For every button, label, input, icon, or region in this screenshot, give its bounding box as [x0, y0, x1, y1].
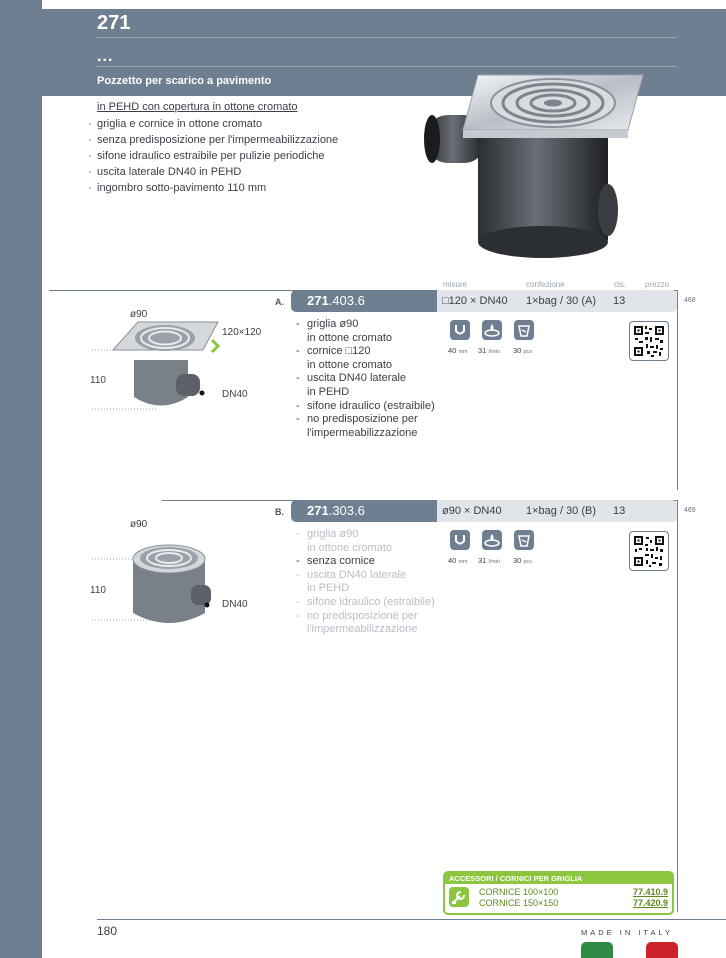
accessories-box — [443, 871, 674, 915]
row-a-code[interactable] — [291, 290, 437, 312]
row-b-cls: 13 — [613, 505, 626, 517]
code-prefix: 271 — [307, 503, 329, 518]
dim-diameter: ø90 — [130, 309, 148, 320]
spec-line: - no predisposizione per — [296, 610, 435, 624]
product-photo — [418, 70, 678, 265]
row-a-right-line — [677, 290, 678, 490]
row-b-ref: 469 — [684, 507, 696, 514]
spec-line: in ottone cromato — [307, 331, 392, 344]
spec-line: - sifone idraulico (estraibile) — [296, 596, 435, 610]
qr-code-a[interactable] — [629, 321, 669, 361]
spec-line: l'impermeabilizzazione — [307, 426, 418, 439]
accessory-name: CORNICE 100×100 — [479, 887, 559, 897]
depth-unit: mm — [458, 349, 468, 355]
flow-icon — [482, 530, 502, 550]
row-b-confezione: 1×bag / 30 (B) — [526, 505, 597, 517]
spec-line: in PEHD — [307, 582, 350, 595]
intro-text: in PEHD con copertura in ottone cromato — [97, 101, 298, 113]
flow-number: 31 — [478, 556, 487, 565]
column-confezione: confezione — [526, 280, 565, 289]
row-a-ref: 468 — [684, 297, 696, 304]
row-b-letter: B. — [275, 507, 284, 517]
pcs-unit: pcs — [523, 349, 532, 355]
italy-flag-red — [646, 942, 678, 958]
column-misure: misure — [443, 280, 468, 289]
package-icon — [514, 320, 534, 340]
depth-unit: mm — [458, 559, 468, 565]
feature-list — [88, 116, 338, 196]
feature-item: · sifone idraulico estraibile per pulizie periodiche — [88, 148, 338, 164]
flow-unit: l/min — [488, 559, 501, 565]
dim-outlet: DN40 — [222, 599, 248, 610]
pcs-value — [513, 556, 532, 565]
product-b-drawing — [88, 533, 218, 633]
feature-item: · uscita laterale DN40 in PEHD — [88, 164, 338, 180]
spec-line: - sifone idraulico (estraibile) — [296, 400, 435, 414]
row-a-letter: A. — [275, 297, 284, 307]
pcs-number: 30 — [513, 346, 522, 355]
spec-line: - senza cornice — [296, 555, 435, 569]
page-number: 180 — [97, 924, 118, 938]
header-dots: ... — [97, 48, 114, 65]
accessory-code[interactable]: 77.420.9 — [632, 898, 668, 908]
flow-value — [478, 556, 500, 565]
product-a-drawing — [88, 312, 228, 416]
made-in-italy: MADE IN ITALY — [581, 928, 674, 937]
dim-height: 110 — [90, 585, 106, 596]
left-sidebar-bar — [0, 0, 42, 958]
footer-divider — [97, 919, 726, 920]
spec-line: in ottone cromato — [307, 541, 392, 554]
spec-line: - no predisposizione per — [296, 413, 435, 427]
header-divider — [97, 37, 677, 38]
row-b-specs — [296, 528, 435, 637]
row-b-info-bar — [437, 500, 677, 522]
column-prezzo: prezzo — [645, 280, 670, 289]
row-a-info-bar — [437, 290, 677, 312]
accessories-title: ACCESSORI / CORNICI PER GRIGLIA — [445, 873, 672, 884]
siphon-icon — [450, 320, 470, 340]
pcs-unit: pcs — [523, 559, 532, 565]
wrench-icon — [449, 887, 469, 907]
flow-icon — [482, 320, 502, 340]
spec-line: - griglia ø90 — [296, 528, 435, 542]
flow-unit: l/min — [488, 349, 501, 355]
accessory-name: CORNICE 150×150 — [479, 898, 559, 908]
row-a-misure: □120 × DN40 — [442, 295, 508, 307]
package-icon — [514, 530, 534, 550]
row-b-code[interactable] — [291, 500, 437, 522]
accessory-code[interactable]: 77.410.9 — [632, 887, 668, 897]
product-subtitle: Pozzetto per scarico a pavimento — [97, 75, 272, 87]
row-b-right-line — [677, 500, 678, 912]
pcs-value — [513, 346, 532, 355]
spec-line: - griglia ø90 — [296, 318, 435, 332]
spec-line: in ottone cromato — [307, 358, 392, 371]
dim-outlet: DN40 — [222, 389, 248, 400]
pcs-number: 30 — [513, 556, 522, 565]
spec-line: in PEHD — [307, 385, 350, 398]
row-a-confezione: 1×bag / 30 (A) — [526, 295, 597, 307]
flow-value — [478, 346, 500, 355]
feature-item: · senza predisposizione per l'impermeabilizzazione — [88, 132, 338, 148]
dim-height: 110 — [90, 375, 106, 386]
dim-square: 120×120 — [222, 327, 262, 338]
spec-line: - uscita DN40 laterale — [296, 569, 435, 583]
depth-value — [448, 346, 468, 355]
code-suffix: .403.6 — [328, 293, 365, 308]
italy-flag-green — [581, 942, 613, 958]
dim-diameter: ø90 — [130, 519, 148, 530]
row-a-cls: 13 — [613, 295, 626, 307]
code-suffix: .303.6 — [328, 503, 365, 518]
depth-number: 40 — [448, 556, 457, 565]
row-b-misure: ø90 × DN40 — [442, 505, 502, 517]
feature-item: · ingombro sotto-pavimento 110 mm — [88, 180, 338, 196]
flow-number: 31 — [478, 346, 487, 355]
feature-item: · griglia e cornice in ottone cromato — [88, 116, 338, 132]
qr-code-b[interactable] — [629, 531, 669, 571]
code-prefix: 271 — [307, 293, 329, 308]
spec-line: - cornice □120 — [296, 345, 435, 359]
product-family-code: 271 — [97, 12, 131, 34]
depth-number: 40 — [448, 346, 457, 355]
spec-line: l'impermeabilizzazione — [307, 623, 418, 636]
siphon-icon — [450, 530, 470, 550]
spec-line: - uscita DN40 laterale — [296, 372, 435, 386]
column-cls: cls. — [614, 280, 626, 289]
depth-value — [448, 556, 468, 565]
header-divider — [97, 66, 677, 67]
row-a-specs — [296, 318, 435, 440]
